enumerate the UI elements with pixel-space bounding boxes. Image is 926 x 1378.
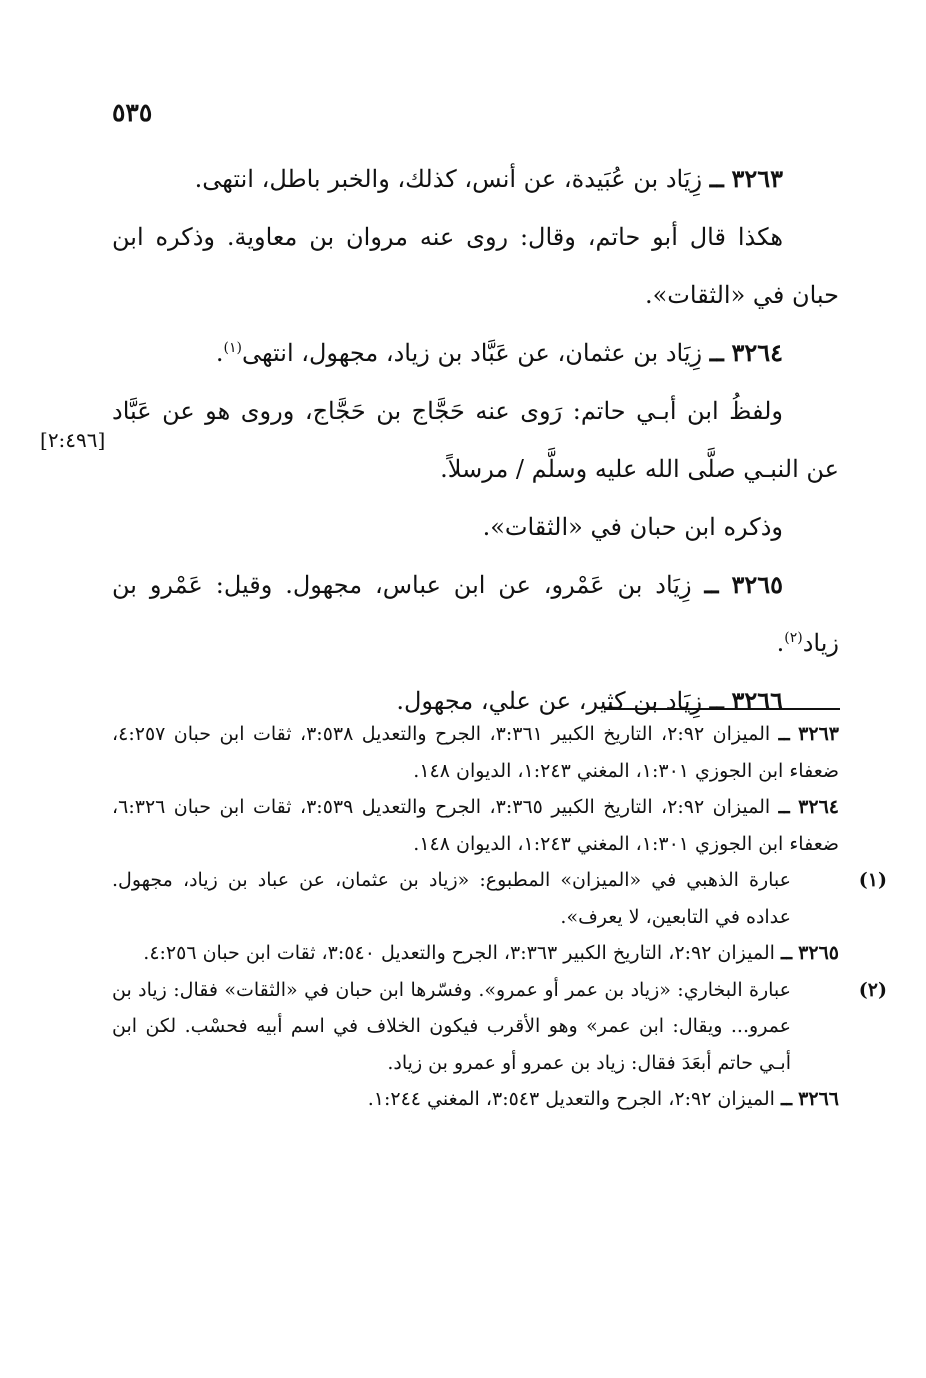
entry-text: زِيَاد بن عَمْرو، عن ابن عباس، مجهول. وقيل: عَمْرو بن زياد [112,571,839,657]
source-note-3263 [112,716,839,789]
note-text: الميزان ٢:٩٢، التاريخ الكبير ٣:٣٦٥، الجرح والتعديل ٣:٥٣٩، ثقات ابن حبان ٦:٣٢٦، ضعفاء ابن الجوزي ١:٣٠١، المغني ١:٢٤٣، الديوان ١٤٨. [112,796,839,855]
entry-text: زِيَاد بن كثير، عن علي، مجهول. [396,687,703,715]
footnote-text: عبارة البخاري: «زياد بن عمر أو عمرو». وفسّرها ابن حبان في «الثقات» فقال: زياد بن عمرو... ويقال: ابن عمر» وهو الأقرب فيكون الخلاف في اسم أبيه فحسْب. لكن ابن أبـي حاتم أبعَدَ فقال: زياد بن عمرو أو عمرو بن زياد. [112,978,791,1074]
note-text: الميزان ٢:٩٢، التاريخ الكبير ٣:٣٦١، الجرح والتعديل ٣:٥٣٨، ثقات ابن حبان ٤:٢٥٧، ضعفاء ابن الجوزي ١:٣٠١، المغني ١:٢٤٣، الديوان ١٤٨. [112,723,839,782]
entry-dash: ــ [704,570,719,599]
entry-3265 [112,556,839,672]
entry-3263 [112,150,839,208]
note-number: ٣٢٦٤ [798,796,839,818]
note-dash: ــ [778,723,790,745]
footnote-1 [112,862,887,935]
source-note-3266 [112,1081,839,1118]
footnotes [112,716,887,1118]
entry-dash: ــ [709,164,724,193]
footnote-text: عبارة الذهبي في «الميزان» المطبوع: «زياد بن عثمان، عن عباد بن زياد، مجهول. عداده في التابعين، لا يعرف». [112,869,791,928]
page-number: ٥٣٥ [112,98,153,127]
paragraph-3264-thiqat: وذكره ابن حبان في «الثقات». [482,513,783,541]
footnote-2 [112,972,887,1082]
entry-end: . [776,629,785,657]
note-dash: ــ [780,942,793,964]
entry-number: ٣٢٦٤ [731,338,783,367]
footnote-divider [604,708,840,710]
entry-number: ٣٢٦٥ [731,570,783,599]
entry-text: زِيَاد بن عثمان، عن عَبَّاد بن زياد، مجهول، انتهى [241,339,703,367]
footnote-marker: (٢) [858,978,887,1001]
source-note-3265 [112,935,839,972]
note-dash: ــ [778,796,790,818]
footnote-ref-1: (١) [223,340,242,356]
entry-end: . [215,339,224,367]
footnote-ref-2: (٢) [784,630,803,646]
entry-text: زِيَاد بن عُبَيدة، عن أنس، كذلك، والخبر باطل، انتهى. [194,165,703,193]
note-text: الميزان ٢:٩٢، التاريخ الكبير ٣:٣٦٣، الجرح والتعديل ٣:٥٤٠، ثقات ابن حبان ٤:٢٥٦. [143,942,775,964]
note-text: الميزان ٢:٩٢، الجرح والتعديل ٣:٥٤٣، المغني ١:٢٤٤. [367,1088,775,1110]
note-number: ٣٢٦٣ [798,723,839,745]
paragraph-3264-comment: ولفظُ ابن أبـي حاتم: رَوى عنه حَجَّاج بن حَجَّاج، وروى هو عن عَبَّاد عن النبـي صلَّى الله عليه وسلَّم / مرسلاً. [112,397,839,483]
footnote-marker: (١) [858,869,887,891]
note-dash: ــ [780,1088,793,1110]
entry-number: ٣٢٦٣ [731,164,783,193]
entry-3264 [112,324,839,382]
entry-number: ٣٢٦٦ [731,686,783,715]
paragraph-3263-comment: هكذا قال أبو حاتم، وقال: روى عنه مروان بن معاوية. وذكره ابن حبان في «الثقات». [112,223,839,309]
margin-reference: [٢:٤٩٦] [40,428,106,452]
entry-dash: ــ [709,338,724,367]
source-note-3264 [112,789,839,862]
note-number: ٣٢٦٥ [798,942,839,964]
main-text [112,150,839,730]
entry-dash: ــ [709,686,724,715]
note-number: ٣٢٦٦ [798,1088,839,1110]
